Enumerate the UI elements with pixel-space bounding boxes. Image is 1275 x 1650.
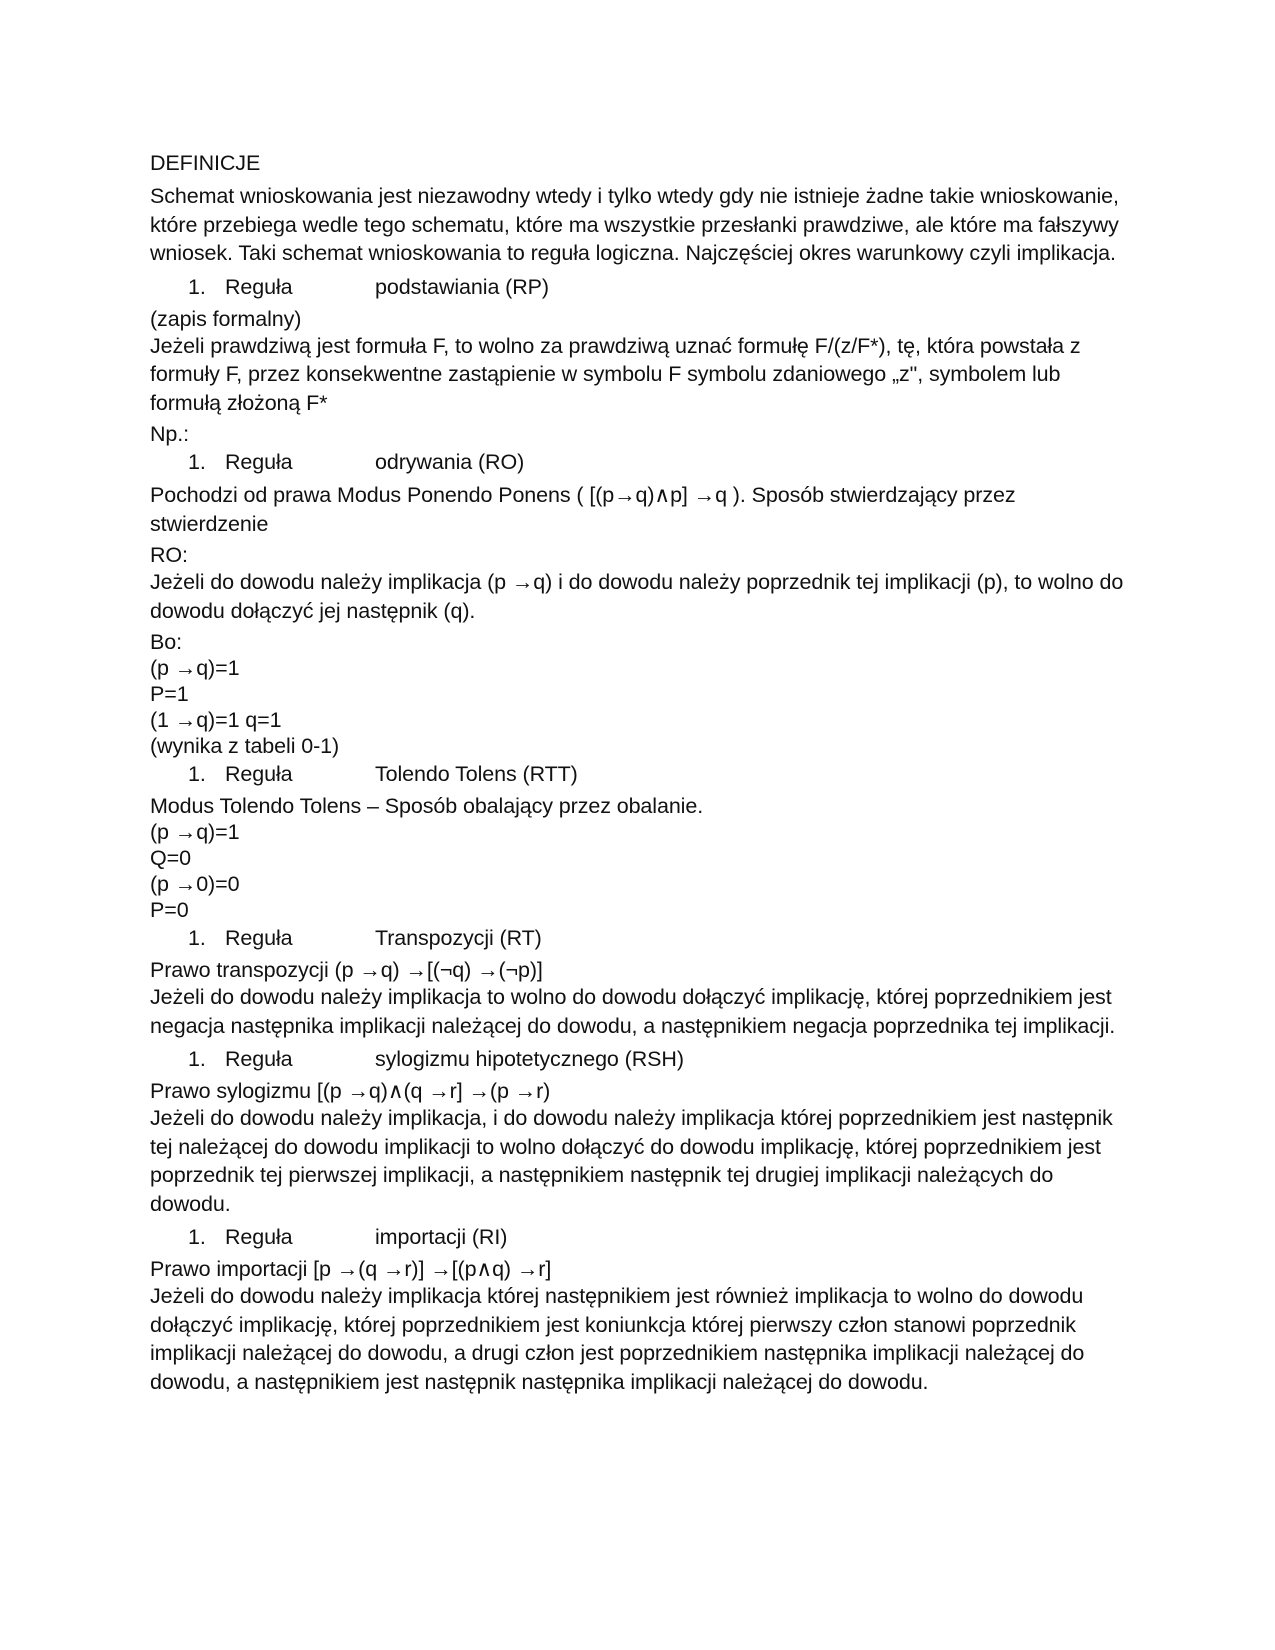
rule-word: Reguła (225, 926, 293, 950)
rule-heading-ro (150, 447, 1130, 477)
ro-definition: Jeżeli do dowodu należy implikacja (p →q) i do dowodu należy poprzednik tej implikacji (p), to wolno do dowodu dołączyć jej następnik (q). (150, 570, 1124, 623)
rtt-line: P=0 (150, 898, 189, 922)
rule-name: odrywania (RO) (375, 450, 525, 474)
rule-name: podstawiania (RP) (375, 274, 549, 299)
rp-definition: Jeżeli prawdziwą jest formuła F, to wolno za prawdziwą uznać formułę F/(z/F*), tę, która powstała z formuły F, przez konsekwentne zastąpienie w symbolu F symbolu zdaniowego „z", symbolem lub formułą złożoną F* (150, 333, 1081, 415)
rule-number: 1. (188, 450, 206, 474)
rsh-definition: Jeżeli do dowodu należy implikacja, i do dowodu należy implikacja której poprzednikiem jest następnik tej należącej do dowodu implikacji to wolno dołączyć do dowodu implikację, której poprzednikiem jest poprzednik tej pierwszej implikacji, a następnikiem następnik tej drugiej implikacji należących do dowodu. (150, 1106, 1113, 1216)
ri-law: Prawo importacji [p →(q →r)] →[(p∧q) →r] (150, 1257, 552, 1281)
rtt-line: (p →q)=1 (150, 820, 240, 844)
rule-number: 1. (188, 1047, 206, 1071)
rtt-description: Modus Tolendo Tolens – Sposób obalający przez obalanie. (150, 794, 704, 818)
rule-heading-rt (150, 923, 1130, 953)
ro-bo-label: Bo: (150, 630, 182, 654)
rtt-line: (p →0)=0 (150, 872, 240, 896)
rule-heading-rp (150, 272, 1130, 302)
rule-word: Reguła (225, 1047, 293, 1071)
rule-word: Reguła (225, 450, 293, 474)
document-body (150, 148, 1130, 1400)
rule-number: 1. (188, 1225, 206, 1249)
intro-paragraph: Schemat wnioskowania jest niezawodny wtedy i tylko wtedy gdy nie istnieje żadne takie wnioskowanie, które przebiega wedle tego schematu, które ma wszystkie przesłanki prawdziwe, ale które ma fałszywy wniosek. Taki schemat wnioskowania to reguła logiczna. Najczęściej okres warunkowy czyli implikacja. (150, 184, 1119, 265)
ro-label: RO: (150, 543, 188, 567)
ri-definition: Jeżeli do dowodu należy implikacja której następnikiem jest również implikacja to wolno do dowodu dołączyć implikację, której poprzednikiem jest koniunkcja której pierwszy człon stanowi poprzednik implikacji należącej do dowodu, a drugi człon jest poprzednikiem następnika implikacji należącej do dowodu, a następnikiem jest następnik następnika implikacji należącej do dowodu. (150, 1284, 1085, 1394)
rule-number: 1. (188, 926, 206, 950)
ro-line: (wynika z tabeli 0-1) (150, 734, 340, 758)
ro-origin: Pochodzi od prawa Modus Ponendo Ponens ( [(p→q)∧p] →q ). Sposób stwierdzający przez stwierdzenie (150, 483, 1016, 536)
rule-name: importacji (RI) (375, 1225, 508, 1249)
rt-definition: Jeżeli do dowodu należy implikacja to wolno do dowodu dołączyć implikację, której poprzednikiem jest negacja następnika implikacji należącej do dowodu, a następnikiem negacja poprzednika tej implikacji. (150, 985, 1116, 1038)
rp-notation-note: (zapis formalny) (150, 306, 302, 331)
rule-word: Reguła (225, 762, 293, 786)
rsh-law: Prawo sylogizmu [(p →q)∧(q →r] →(p →r) (150, 1079, 551, 1103)
ro-line: (1 →q)=1 q=1 (150, 708, 282, 732)
rtt-line: Q=0 (150, 846, 191, 870)
rule-heading-rsh (150, 1044, 1130, 1074)
page-title: DEFINICJE (150, 151, 261, 175)
rule-number: 1. (188, 274, 206, 299)
rule-heading-rtt (150, 759, 1130, 789)
rule-name: Tolendo Tolens (RTT) (375, 762, 578, 786)
rule-name: sylogizmu hipotetycznego (RSH) (375, 1047, 684, 1071)
ro-line: (p →q)=1 (150, 656, 240, 680)
rule-name: Transpozycji (RT) (375, 926, 542, 950)
rule-word: Reguła (225, 1225, 293, 1249)
rule-number: 1. (188, 762, 206, 786)
rule-word: Reguła (225, 274, 293, 299)
ro-line: P=1 (150, 682, 189, 706)
rp-example-label: Np.: (150, 422, 190, 446)
rt-law: Prawo transpozycji (p →q) →[(¬q) →(¬p)] (150, 958, 543, 982)
rule-heading-ri (150, 1222, 1130, 1252)
